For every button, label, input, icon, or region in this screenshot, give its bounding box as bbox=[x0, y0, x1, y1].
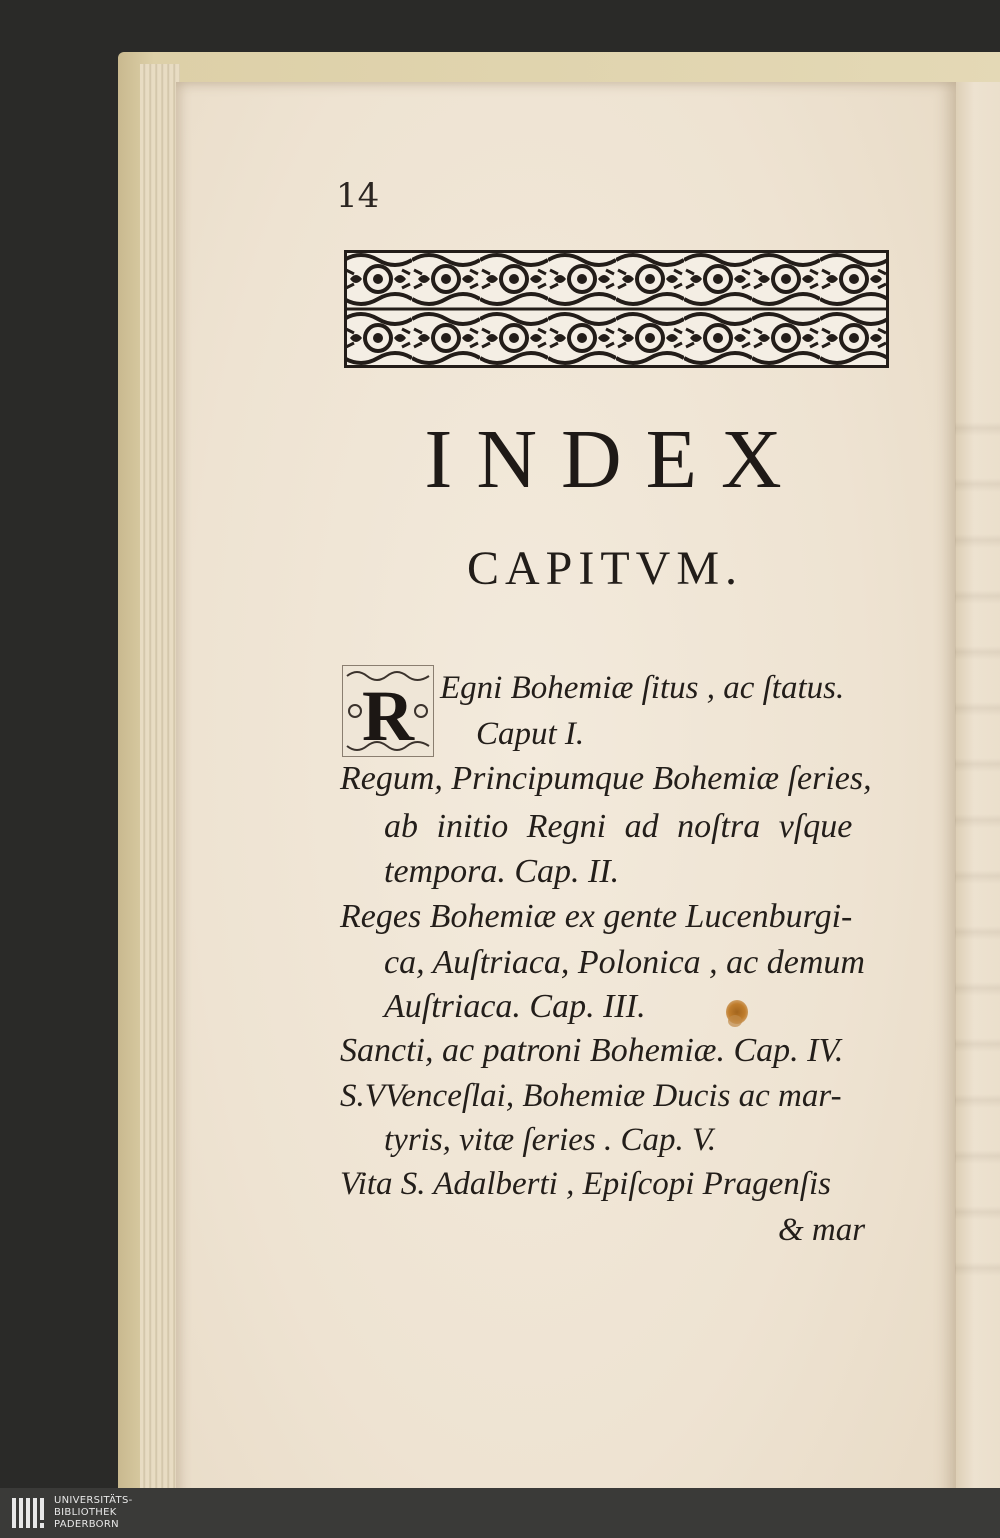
toc-line: & mar bbox=[778, 1212, 866, 1248]
bleed-through bbox=[955, 380, 1000, 1280]
library-footer bbox=[0, 1488, 1000, 1538]
page-number: 14 bbox=[336, 176, 380, 216]
page-stack-edge bbox=[140, 64, 180, 1488]
toc-line: ab initio Regni ad noſtra vſque bbox=[384, 808, 853, 845]
toc-line: Vita S. Adalberti , Epiſcopi Pragenſis bbox=[340, 1166, 831, 1202]
library-name-line: PADERBORN bbox=[54, 1519, 119, 1530]
toc-line: Auſtriaca. Cap. III. bbox=[384, 988, 646, 1025]
toc-line: tyris, vitæ ſeries . Cap. V. bbox=[384, 1122, 717, 1158]
page-subtitle: CAPITVM. bbox=[466, 542, 744, 595]
toc-line: Caput I. bbox=[476, 716, 585, 752]
ornament-pattern-icon bbox=[344, 250, 889, 368]
dropcap-ornament-icon bbox=[343, 666, 433, 756]
toc-line: Sancti, ac patroni Bohemiæ. Cap. IV. bbox=[340, 1032, 844, 1069]
dropcap-letter: R bbox=[362, 676, 414, 756]
dropcap bbox=[342, 665, 434, 757]
toc-line: tempora. Cap. II. bbox=[384, 853, 620, 890]
library-name-line: BIBLIOTHEK bbox=[54, 1507, 117, 1518]
toc-line: ca, Auſtriaca, Polonica , ac demum bbox=[384, 944, 865, 981]
toc-line: Egni Bohemiæ ſitus , ac ſtatus. bbox=[440, 670, 845, 706]
page-title: INDEX bbox=[424, 413, 806, 506]
ornament-band bbox=[344, 250, 889, 368]
library-logo-icon bbox=[10, 1494, 48, 1532]
paper-stain bbox=[728, 1015, 742, 1027]
toc-line: Reges Bohemiæ ex gente Lucenburgi- bbox=[340, 898, 853, 935]
toc-line: S.VVenceſlai, Bohemiæ Ducis ac mar- bbox=[340, 1078, 842, 1114]
toc-line: Regum, Principumque Bohemiæ ſeries, bbox=[340, 760, 872, 797]
library-name bbox=[54, 1495, 133, 1531]
library-name-line: UNIVERSITÄTS- bbox=[54, 1495, 133, 1506]
